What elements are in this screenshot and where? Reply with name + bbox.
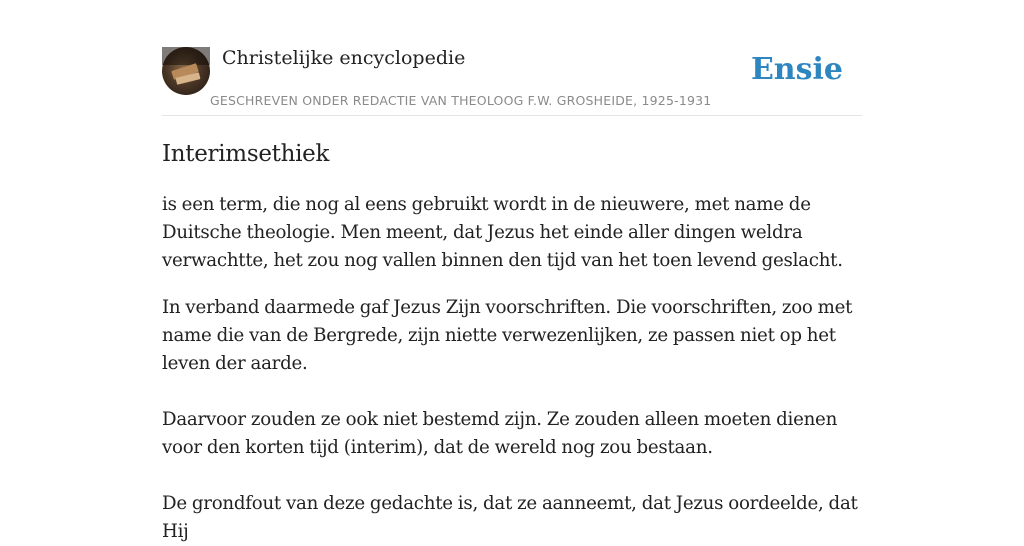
site-header <box>162 46 862 116</box>
article-paragraph: is een term, die nog al eens gebruikt wordt in de nieuwere, met name de Duitsche theologie. Men meent, dat Jezus het einde aller dingen weldra verwachtte, het zou nog vallen binnen den tijd van het toen levend geslacht. <box>162 194 843 271</box>
site-subtitle: GESCHREVEN ONDER REDACTIE VAN THEOLOOG F.W. GROSHEIDE, 1925-1931 <box>210 93 712 108</box>
site-title[interactable]: Christelijke encyclopedie <box>222 47 466 69</box>
brand-logo[interactable]: Ensie <box>750 52 843 87</box>
article-title: Interimsethiek <box>162 141 330 167</box>
article-paragraph: Daarvoor zouden ze ook niet bestemd zijn. Ze zouden alleen moeten dienen voor den korten tijd (interim), dat de wereld nog zou bestaan. <box>162 409 838 458</box>
avatar[interactable] <box>162 47 210 95</box>
article <box>162 138 862 546</box>
article-paragraph: In verband daarmede gaf Jezus Zijn voorschriften. Die voorschriften, zoo met name die van de Bergrede, zijn niette verwezenlijken, ze passen niet op het leven der aarde. <box>162 297 853 374</box>
article-paragraph: De grondfout van deze gedachte is, dat ze aanneemt, dat Jezus oordeelde, dat Hij <box>162 493 858 542</box>
avatar-shade <box>162 47 210 65</box>
